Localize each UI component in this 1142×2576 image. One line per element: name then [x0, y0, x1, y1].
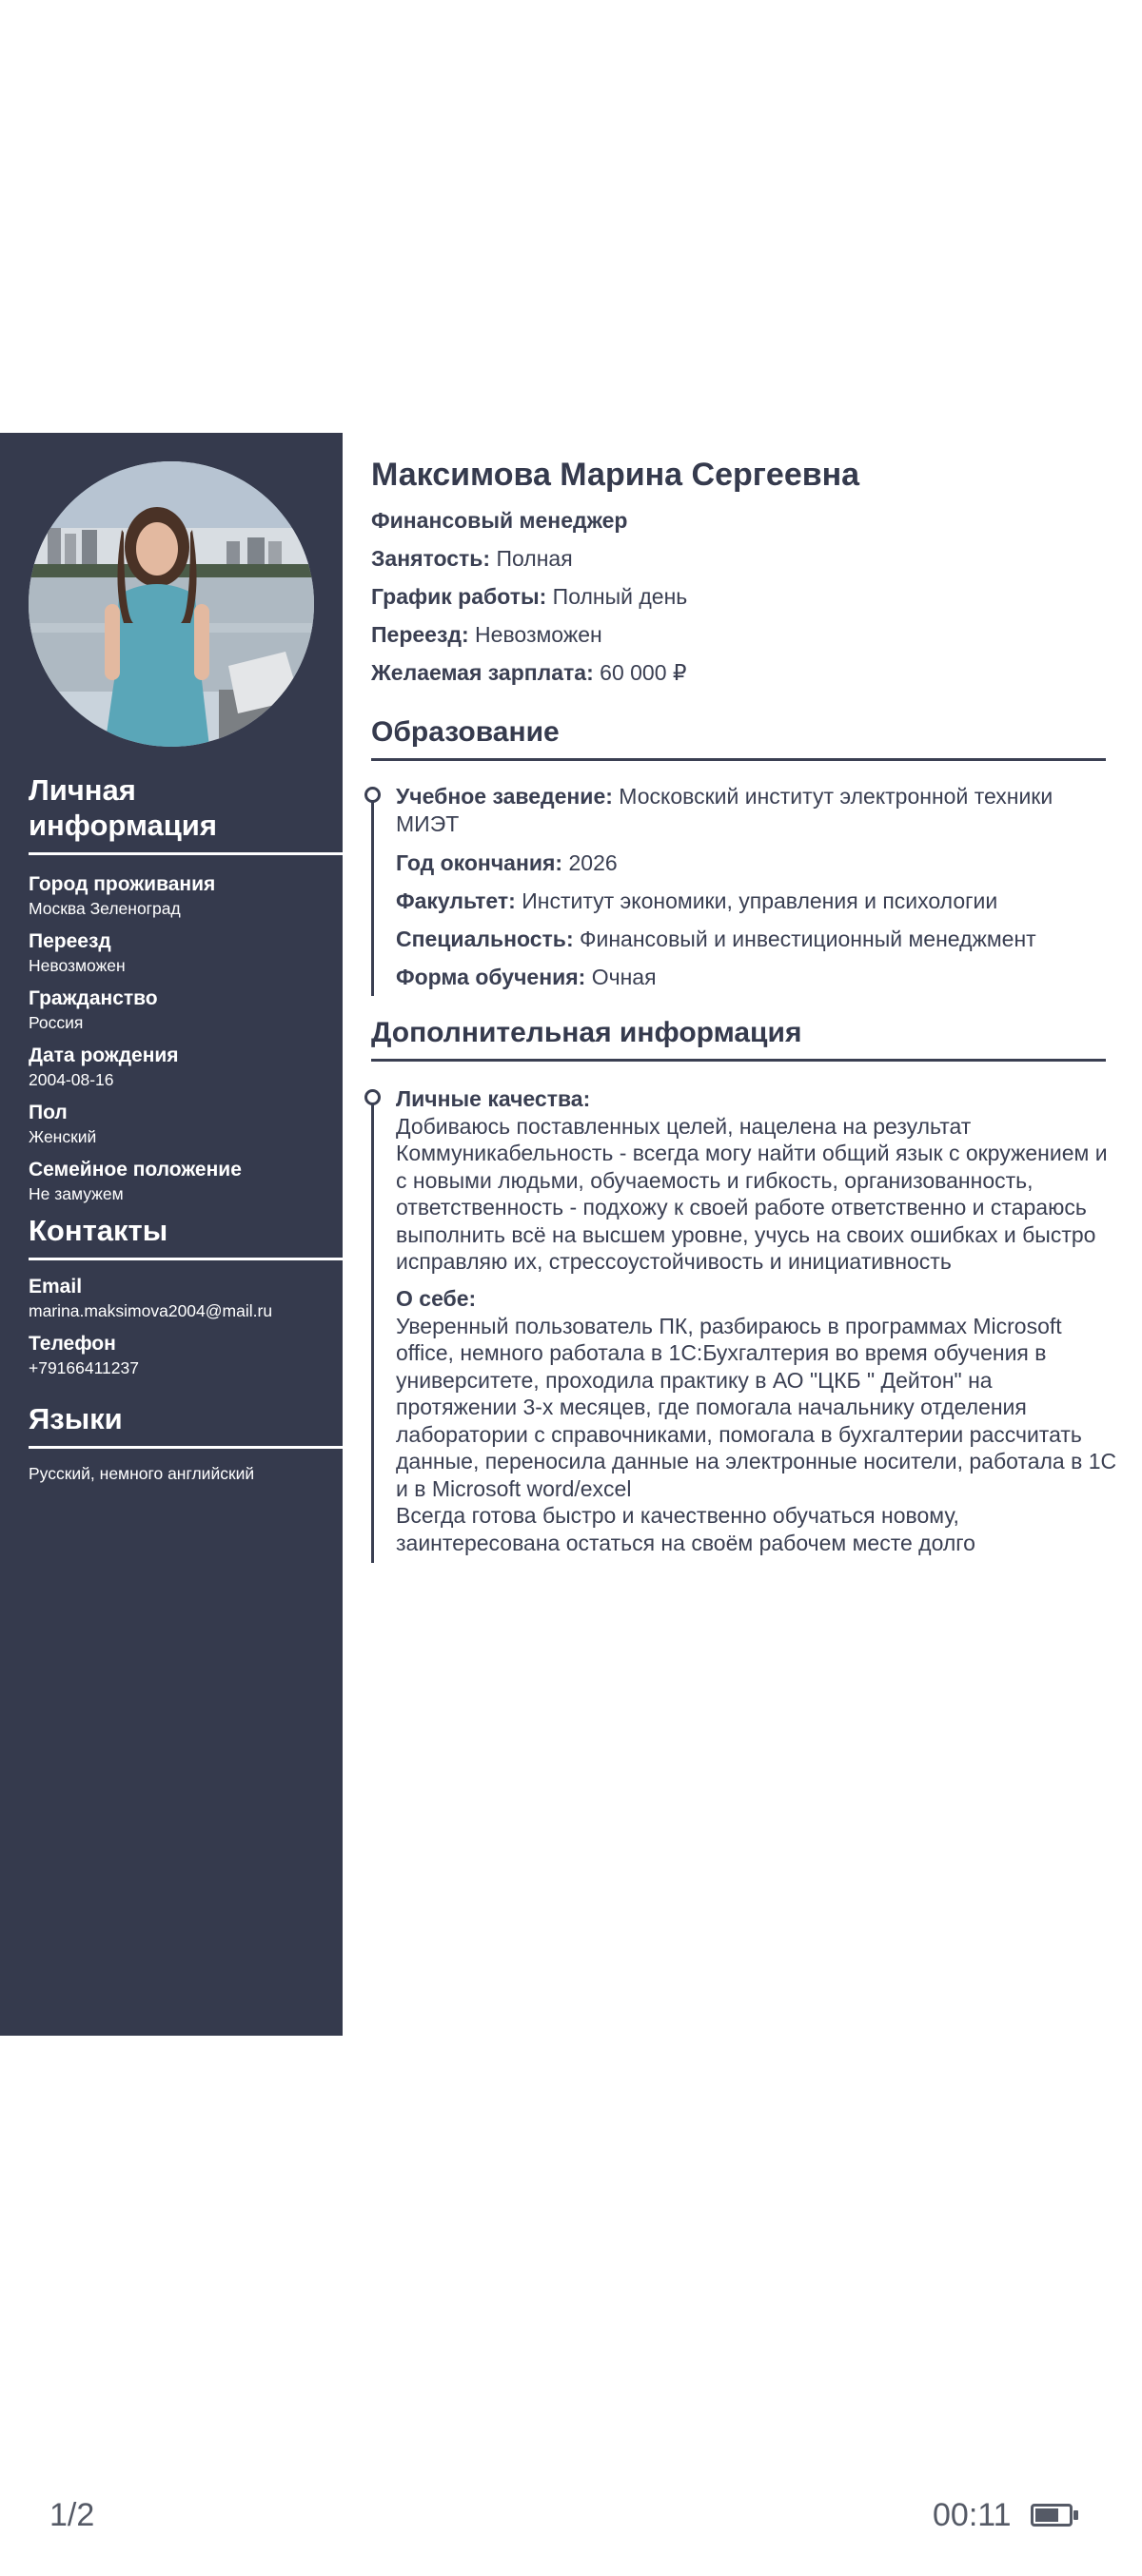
battery-tip-icon	[1073, 2510, 1078, 2520]
education-timeline-dot	[364, 787, 381, 803]
city-label: Город проживания	[29, 873, 216, 895]
profile-photo	[29, 461, 314, 747]
graduation-year-row	[396, 849, 1119, 877]
schedule-row	[371, 582, 687, 611]
contacts-list	[29, 1274, 343, 1388]
graduation-year-value: 2026	[568, 850, 618, 875]
additional-timeline	[371, 1097, 374, 1563]
institution-label: Учебное заведение:	[396, 784, 613, 809]
citizenship-label: Гражданство	[29, 987, 158, 1009]
faculty-label: Факультет:	[396, 888, 516, 913]
institution-row	[396, 783, 1119, 837]
schedule-value: Полный день	[552, 584, 688, 609]
additional-info-heading: Дополнительная информация	[371, 1017, 1106, 1062]
about-me-text: Уверенный пользователь ПК, разбираюсь в программах Microsoft office, немного работала в 1С:Бухгалтерия во время обучения в университете, проходила практику в АО "ЦКБ " Дейтон" на протяжении 3-х месяцев, где помогала начальнику отделения лаборатории с справочниками, помогала в бухгалтерии рассчитать данные, переносила данные на электронные носители, работала в 1С и в Microsoft word/excel	[396, 1313, 1117, 1501]
additional-timeline-dot	[364, 1089, 381, 1105]
schedule-label: График работы:	[371, 584, 547, 609]
graduation-year-label: Год окончания:	[396, 850, 563, 875]
battery-level	[1035, 2508, 1058, 2522]
phone-label: Телефон	[29, 1333, 116, 1355]
clock: 00:11	[933, 2497, 1012, 2533]
gender-value: Женский	[29, 1127, 97, 1146]
institution-value: Московский институт электронной техники МИЭТ	[396, 784, 1053, 836]
salary-label: Желаемая зарплата:	[371, 660, 594, 685]
email-value: marina.maksimova2004@mail.ru	[29, 1301, 273, 1320]
citizenship-value: Россия	[29, 1013, 84, 1032]
specialty-value: Финансовый и инвестиционный менеджмент	[580, 927, 1036, 951]
education-timeline	[371, 794, 374, 996]
study-form-label: Форма обучения:	[396, 965, 586, 989]
personal-info-heading: Личная информация	[29, 773, 217, 842]
page-indicator: 1/2	[49, 2497, 95, 2533]
marital-status-value: Не замужем	[29, 1184, 124, 1203]
personal-qualities-label: Личные качества:	[396, 1086, 591, 1111]
study-form-value: Очная	[591, 965, 657, 989]
employment-row	[371, 544, 573, 573]
languages-value: Русский, немного английский	[29, 1464, 255, 1483]
relocation-row	[371, 620, 602, 649]
personal-info-list	[29, 871, 343, 1214]
specialty-row	[396, 926, 1119, 953]
position-title: Финансовый менеджер	[371, 508, 628, 533]
specialty-label: Специальность:	[396, 927, 574, 951]
personal-qualities-text: Добиваюсь поставленных целей, нацелена на результат Коммуникабельность - всегда могу найти общий язык с окружением и с новыми людьми, обучаемость и гибкость, организованность, ответственность - подхожу к своей работе ответственно и стараюсь выполнить всё на высшем уровне, учусь на своих ошибках и быстро исправляю их, стрессоустойчивость и инициативность	[396, 1113, 1108, 1274]
study-form-row	[396, 964, 1119, 991]
additional-info-block	[371, 1086, 1117, 1555]
languages-section	[29, 1401, 343, 1483]
salary-value: 60 000 ₽	[600, 660, 687, 685]
languages-heading: Языки	[29, 1401, 343, 1449]
candidate-name: Максимова Марина Сергеевна	[371, 457, 860, 493]
birthdate-value: 2004-08-16	[29, 1070, 114, 1089]
email-label: Email	[29, 1276, 83, 1298]
city-value: Москва Зеленоград	[29, 899, 181, 918]
faculty-value: Институт экономики, управления и психологии	[522, 888, 998, 913]
gender-label: Пол	[29, 1102, 68, 1123]
salary-row	[371, 658, 687, 687]
employment-value: Полная	[496, 546, 573, 571]
personal-info-section	[29, 772, 343, 1203]
relocation-value: Невозможен	[29, 956, 126, 975]
contacts-heading: Контакты	[29, 1213, 343, 1260]
personal-qualities	[396, 1085, 1119, 1276]
relocation-label: Переезд	[29, 930, 111, 952]
personal-info-divider	[29, 852, 343, 855]
about-me	[396, 1285, 1119, 1556]
relocation-main-value: Невозможен	[475, 622, 602, 647]
education-block	[371, 784, 1113, 989]
about-me-text-2: Всегда готова быстро и качественно обучаться новому, заинтересована остаться на своём рабочем месте долго	[396, 1503, 975, 1555]
faculty-row	[396, 888, 1119, 915]
resume-page	[0, 433, 1142, 2036]
phone-value: +79166411237	[29, 1358, 139, 1377]
sidebar	[0, 433, 343, 2036]
about-me-label: О себе:	[396, 1286, 477, 1311]
marital-status-label: Семейное положение	[29, 1159, 242, 1181]
education-heading: Образование	[371, 716, 1106, 761]
birthdate-label: Дата рождения	[29, 1044, 179, 1066]
relocation-main-label: Переезд:	[371, 622, 469, 647]
contacts-section	[29, 1213, 343, 1377]
battery-icon	[1031, 2504, 1073, 2527]
employment-label: Занятость:	[371, 546, 491, 571]
